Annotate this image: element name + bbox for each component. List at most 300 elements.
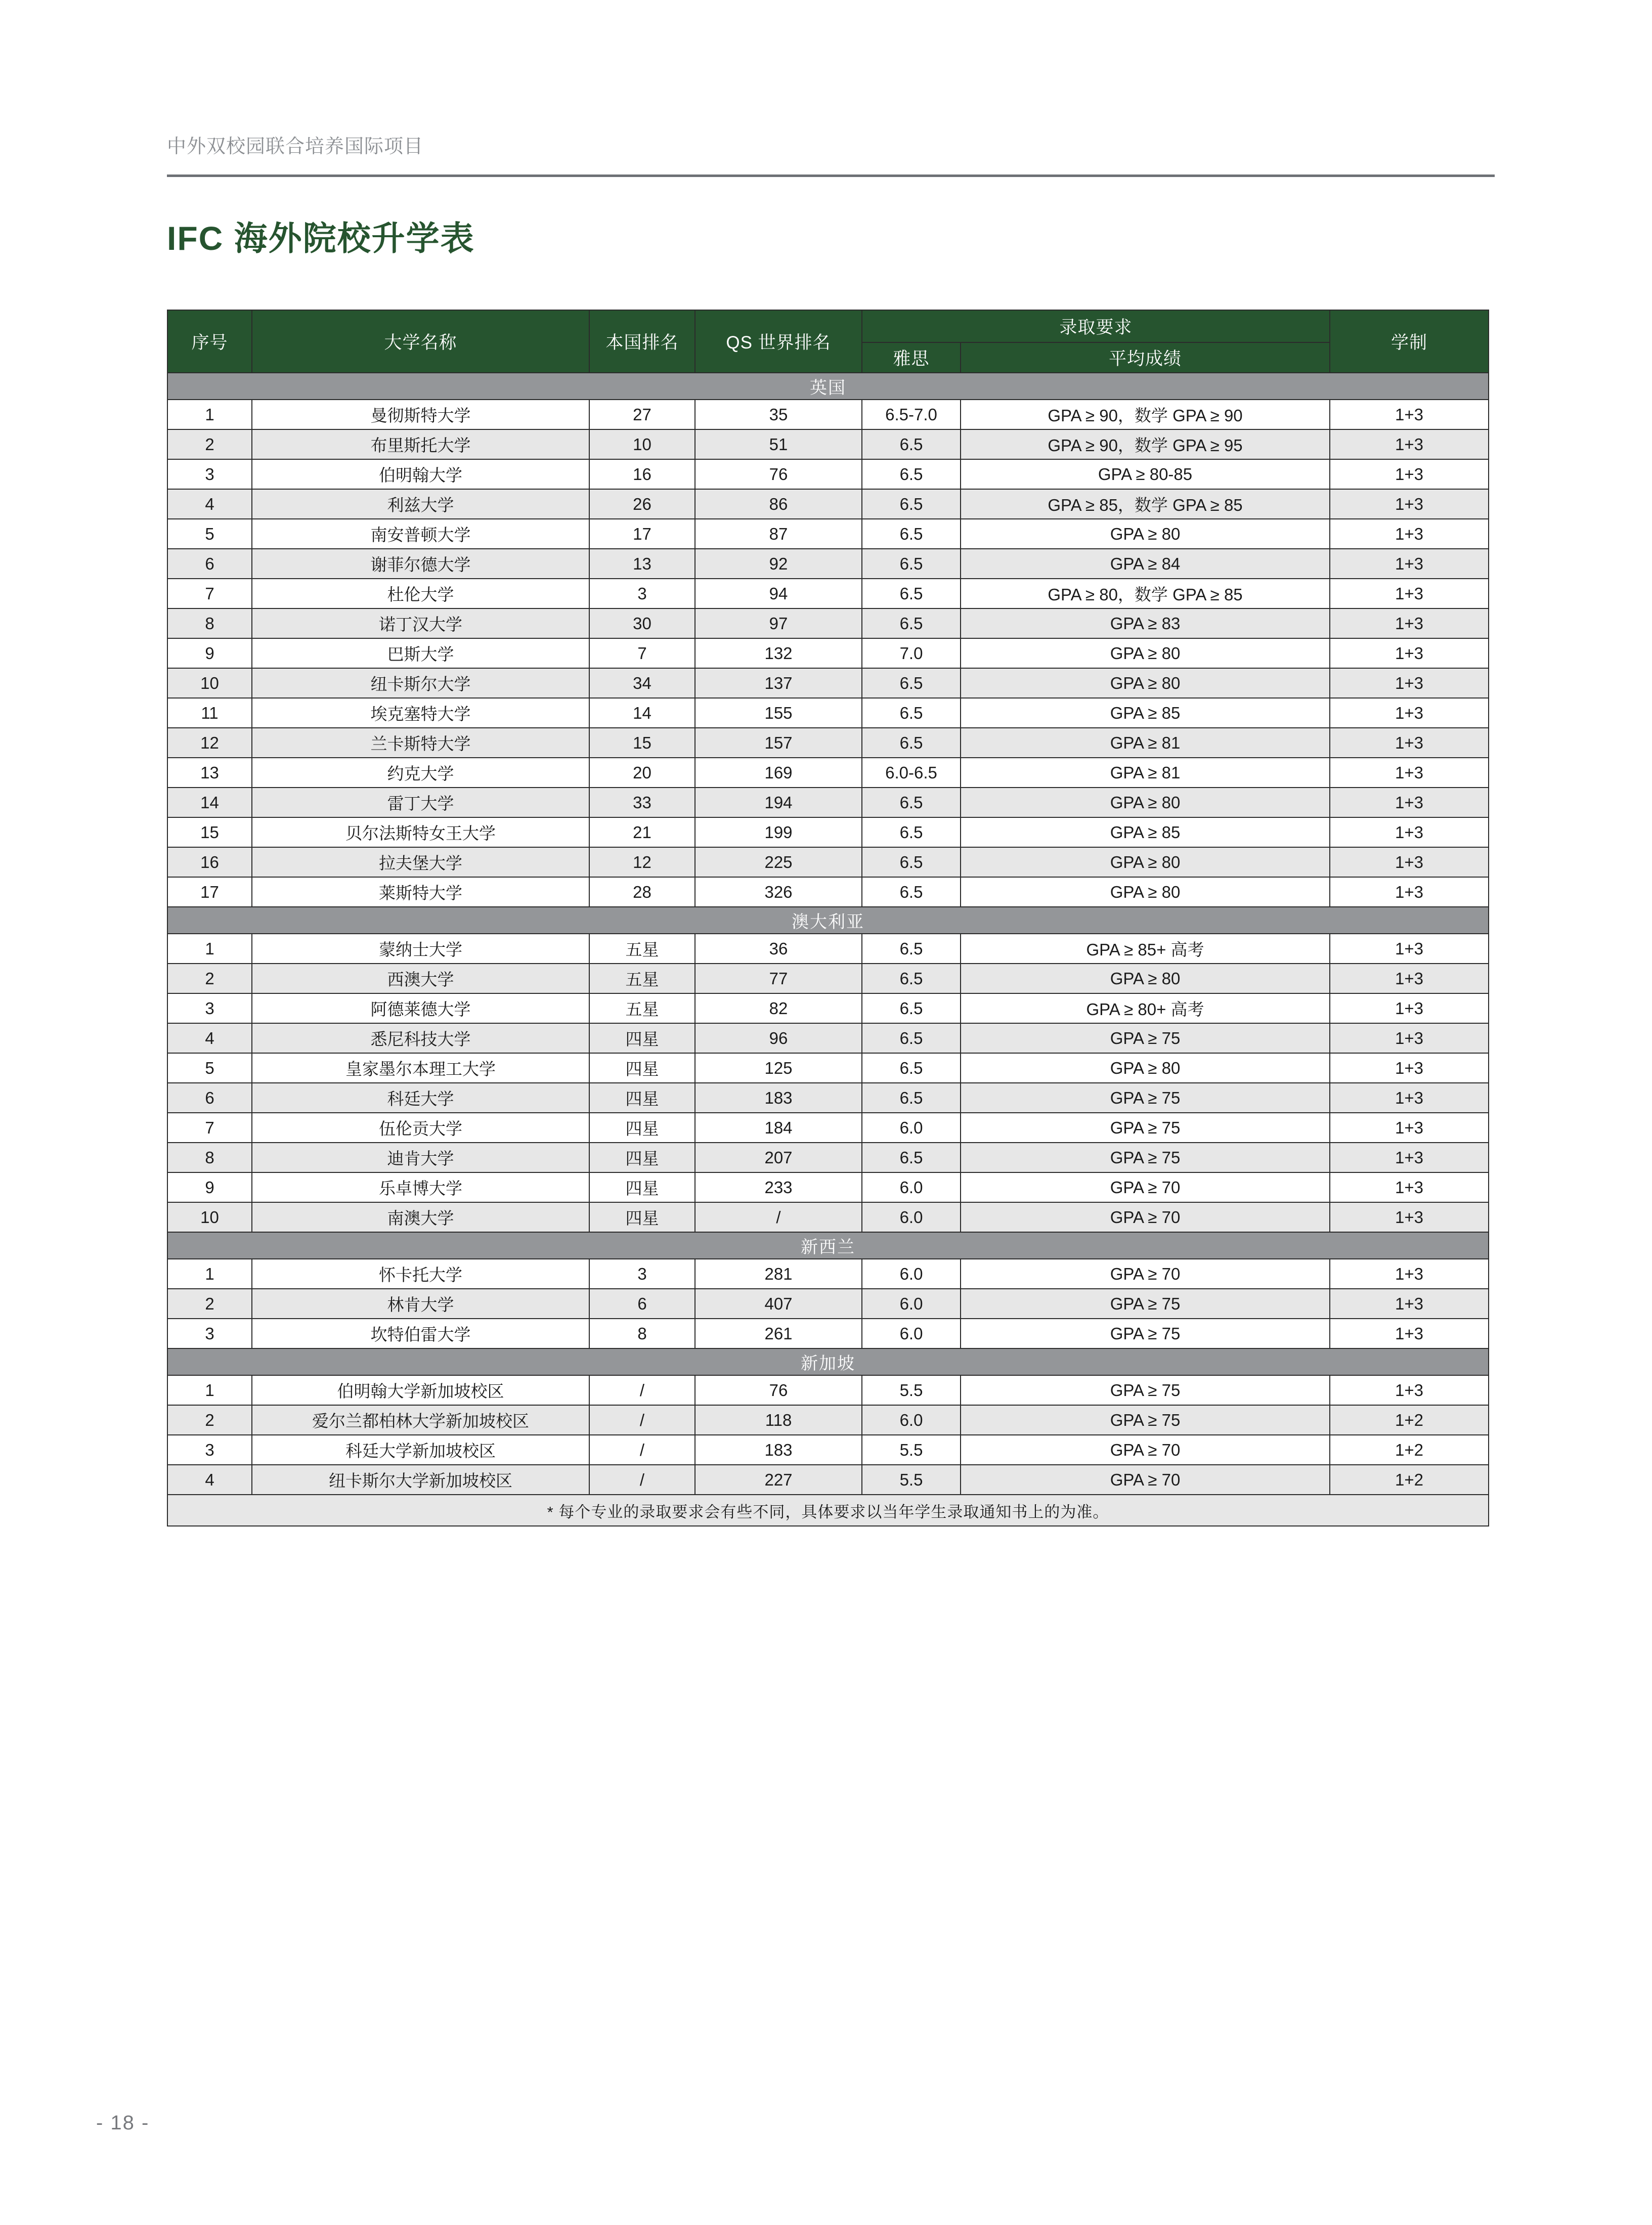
cell-domestic-rank: 五星: [589, 964, 695, 993]
col-header-admission-group: 录取要求: [862, 310, 1330, 342]
cell-university: 拉夫堡大学: [252, 847, 589, 877]
col-header-system: 学制: [1330, 310, 1489, 373]
table-row: [167, 1053, 1489, 1083]
cell-domestic-rank: 四星: [589, 1172, 695, 1202]
cell-ielts: 6.5: [862, 429, 961, 459]
col-header-university: 大学名称: [252, 310, 589, 373]
cell-ielts: 6.0: [862, 1113, 961, 1143]
cell-avg-score: GPA ≥ 75: [961, 1319, 1330, 1348]
cell-domestic-rank: 四星: [589, 1202, 695, 1232]
cell-qs-rank: 86: [695, 489, 862, 519]
cell-university: 布里斯托大学: [252, 429, 589, 459]
cell-avg-score: GPA ≥ 84: [961, 549, 1330, 579]
cell-system: 1+3: [1330, 758, 1489, 788]
cell-qs-rank: 281: [695, 1259, 862, 1289]
table-row: [167, 964, 1489, 993]
cell-domestic-rank: 14: [589, 698, 695, 728]
cell-domestic-rank: 四星: [589, 1143, 695, 1172]
table-header: [167, 310, 1489, 373]
cell-university: 曼彻斯特大学: [252, 400, 589, 429]
cell-qs-rank: 157: [695, 728, 862, 758]
table-row: [167, 1319, 1489, 1348]
cell-university: 巴斯大学: [252, 638, 589, 668]
cell-university: 谢菲尔德大学: [252, 549, 589, 579]
cell-ielts: 6.5: [862, 1143, 961, 1172]
cell-university: 诺丁汉大学: [252, 608, 589, 638]
table-row: [167, 993, 1489, 1023]
cell-system: 1+3: [1330, 668, 1489, 698]
cell-system: 1+3: [1330, 400, 1489, 429]
cell-system: 1+3: [1330, 877, 1489, 907]
cell-ielts: 6.5: [862, 877, 961, 907]
cell-no: 1: [167, 934, 252, 964]
cell-system: 1+2: [1330, 1465, 1489, 1495]
cell-ielts: 6.5: [862, 519, 961, 549]
cell-qs-rank: 96: [695, 1023, 862, 1053]
cell-avg-score: GPA ≥ 85，数学 GPA ≥ 85: [961, 489, 1330, 519]
cell-system: 1+3: [1330, 459, 1489, 489]
cell-system: 1+3: [1330, 1375, 1489, 1405]
table-row: [167, 1143, 1489, 1172]
cell-qs-rank: 97: [695, 608, 862, 638]
table-footnote: * 每个专业的录取要求会有些不同，具体要求以当年学生录取通知书上的为准。: [167, 1495, 1489, 1526]
cell-qs-rank: 82: [695, 993, 862, 1023]
cell-domestic-rank: 五星: [589, 934, 695, 964]
cell-domestic-rank: /: [589, 1405, 695, 1435]
cell-ielts: 6.5: [862, 817, 961, 847]
cell-no: 5: [167, 519, 252, 549]
cell-ielts: 6.5: [862, 964, 961, 993]
cell-avg-score: GPA ≥ 75: [961, 1289, 1330, 1319]
cell-ielts: 5.5: [862, 1465, 961, 1495]
cell-system: 1+3: [1330, 1053, 1489, 1083]
cell-system: 1+3: [1330, 847, 1489, 877]
page-number: - 18 -: [96, 2112, 150, 2134]
cell-avg-score: GPA ≥ 70: [961, 1259, 1330, 1289]
cell-no: 9: [167, 1172, 252, 1202]
section-label: 新加坡: [167, 1348, 1489, 1375]
cell-qs-rank: 94: [695, 579, 862, 608]
cell-system: 1+3: [1330, 1083, 1489, 1113]
table-row: [167, 489, 1489, 519]
table-row: [167, 1113, 1489, 1143]
cell-avg-score: GPA ≥ 80: [961, 788, 1330, 817]
col-header-domestic-rank: 本国排名: [589, 310, 695, 373]
table-row: [167, 1435, 1489, 1465]
cell-ielts: 6.5: [862, 668, 961, 698]
cell-qs-rank: 184: [695, 1113, 862, 1143]
table-row: [167, 788, 1489, 817]
cell-no: 4: [167, 1465, 252, 1495]
cell-qs-rank: 407: [695, 1289, 862, 1319]
cell-no: 7: [167, 1113, 252, 1143]
table-row: [167, 1259, 1489, 1289]
cell-avg-score: GPA ≥ 80，数学 GPA ≥ 85: [961, 579, 1330, 608]
cell-system: 1+3: [1330, 429, 1489, 459]
cell-qs-rank: 36: [695, 934, 862, 964]
table-row: [167, 1202, 1489, 1232]
cell-qs-rank: 207: [695, 1143, 862, 1172]
col-header-avg-score: 平均成绩: [961, 342, 1330, 373]
cell-avg-score: GPA ≥ 80: [961, 1053, 1330, 1083]
table-row: [167, 847, 1489, 877]
cell-no: 12: [167, 728, 252, 758]
cell-ielts: 6.0: [862, 1319, 961, 1348]
cell-avg-score: GPA ≥ 70: [961, 1465, 1330, 1495]
table-row: [167, 728, 1489, 758]
cell-domestic-rank: 四星: [589, 1023, 695, 1053]
cell-no: 15: [167, 817, 252, 847]
cell-no: 2: [167, 429, 252, 459]
cell-ielts: 6.5: [862, 608, 961, 638]
cell-ielts: 6.0: [862, 1289, 961, 1319]
cell-domestic-rank: 30: [589, 608, 695, 638]
cell-qs-rank: 132: [695, 638, 862, 668]
cell-university: 西澳大学: [252, 964, 589, 993]
table-footnote-row: [167, 1495, 1489, 1526]
cell-system: 1+3: [1330, 1202, 1489, 1232]
cell-university: 南安普顿大学: [252, 519, 589, 549]
cell-university: 伯明翰大学: [252, 459, 589, 489]
cell-no: 7: [167, 579, 252, 608]
cell-no: 10: [167, 668, 252, 698]
cell-qs-rank: 118: [695, 1405, 862, 1435]
table-row: [167, 698, 1489, 728]
cell-domestic-rank: 五星: [589, 993, 695, 1023]
cell-no: 16: [167, 847, 252, 877]
cell-university: 贝尔法斯特女王大学: [252, 817, 589, 847]
cell-system: 1+3: [1330, 993, 1489, 1023]
cell-avg-score: GPA ≥ 70: [961, 1435, 1330, 1465]
cell-avg-score: GPA ≥ 75: [961, 1083, 1330, 1113]
cell-ielts: 6.5: [862, 579, 961, 608]
cell-domestic-rank: /: [589, 1465, 695, 1495]
cell-qs-rank: 77: [695, 964, 862, 993]
ifc-table-container: [167, 310, 1488, 1526]
section-row-新加坡: [167, 1348, 1489, 1375]
cell-system: 1+3: [1330, 549, 1489, 579]
cell-domestic-rank: 15: [589, 728, 695, 758]
cell-no: 4: [167, 1023, 252, 1053]
table-row: [167, 668, 1489, 698]
cell-domestic-rank: 33: [589, 788, 695, 817]
cell-domestic-rank: 3: [589, 579, 695, 608]
table-row: [167, 459, 1489, 489]
cell-domestic-rank: 四星: [589, 1113, 695, 1143]
cell-no: 10: [167, 1202, 252, 1232]
cell-avg-score: GPA ≥ 83: [961, 608, 1330, 638]
cell-avg-score: GPA ≥ 75: [961, 1113, 1330, 1143]
cell-ielts: 6.5: [862, 459, 961, 489]
cell-avg-score: GPA ≥ 80: [961, 638, 1330, 668]
cell-ielts: 6.5: [862, 549, 961, 579]
cell-university: 利兹大学: [252, 489, 589, 519]
cell-domestic-rank: 3: [589, 1259, 695, 1289]
cell-no: 8: [167, 608, 252, 638]
cell-university: 雷丁大学: [252, 788, 589, 817]
cell-avg-score: GPA ≥ 80-85: [961, 459, 1330, 489]
cell-university: 约克大学: [252, 758, 589, 788]
cell-system: 1+3: [1330, 1289, 1489, 1319]
cell-university: 莱斯特大学: [252, 877, 589, 907]
cell-no: 11: [167, 698, 252, 728]
table-row: [167, 1083, 1489, 1113]
cell-no: 13: [167, 758, 252, 788]
cell-ielts: 6.0: [862, 1172, 961, 1202]
cell-system: 1+3: [1330, 1172, 1489, 1202]
cell-domestic-rank: 21: [589, 817, 695, 847]
cell-system: 1+3: [1330, 817, 1489, 847]
section-row-新西兰: [167, 1232, 1489, 1259]
cell-no: 4: [167, 489, 252, 519]
cell-ielts: 6.5: [862, 934, 961, 964]
cell-ielts: 6.5: [862, 1053, 961, 1083]
cell-ielts: 6.0: [862, 1259, 961, 1289]
cell-ielts: 6.5: [862, 489, 961, 519]
table-row: [167, 1375, 1489, 1405]
cell-domestic-rank: 20: [589, 758, 695, 788]
cell-domestic-rank: 28: [589, 877, 695, 907]
cell-ielts: 6.5: [862, 788, 961, 817]
col-header-ielts: 雅思: [862, 342, 961, 373]
cell-domestic-rank: 17: [589, 519, 695, 549]
cell-system: 1+3: [1330, 788, 1489, 817]
table-row: [167, 1172, 1489, 1202]
cell-no: 6: [167, 1083, 252, 1113]
cell-ielts: 5.5: [862, 1435, 961, 1465]
cell-system: 1+3: [1330, 579, 1489, 608]
section-label: 澳大利亚: [167, 907, 1489, 934]
cell-no: 5: [167, 1053, 252, 1083]
table-header-row-1: [167, 310, 1489, 342]
cell-domestic-rank: 27: [589, 400, 695, 429]
table-row: [167, 1023, 1489, 1053]
cell-qs-rank: /: [695, 1202, 862, 1232]
cell-system: 1+2: [1330, 1435, 1489, 1465]
table-row: [167, 400, 1489, 429]
cell-qs-rank: 183: [695, 1083, 862, 1113]
cell-qs-rank: 137: [695, 668, 862, 698]
cell-system: 1+3: [1330, 638, 1489, 668]
cell-ielts: 6.0: [862, 1405, 961, 1435]
cell-no: 6: [167, 549, 252, 579]
cell-domestic-rank: 10: [589, 429, 695, 459]
cell-avg-score: GPA ≥ 80: [961, 964, 1330, 993]
cell-ielts: 6.5-7.0: [862, 400, 961, 429]
cell-qs-rank: 326: [695, 877, 862, 907]
cell-university: 埃克塞特大学: [252, 698, 589, 728]
cell-system: 1+3: [1330, 698, 1489, 728]
cell-avg-score: GPA ≥ 80+ 高考: [961, 993, 1330, 1023]
cell-avg-score: GPA ≥ 75: [961, 1375, 1330, 1405]
cell-domestic-rank: /: [589, 1435, 695, 1465]
cell-qs-rank: 35: [695, 400, 862, 429]
cell-domestic-rank: 26: [589, 489, 695, 519]
cell-ielts: 7.0: [862, 638, 961, 668]
cell-qs-rank: 233: [695, 1172, 862, 1202]
cell-avg-score: GPA ≥ 90，数学 GPA ≥ 90: [961, 400, 1330, 429]
cell-university: 阿德莱德大学: [252, 993, 589, 1023]
cell-university: 纽卡斯尔大学新加坡校区: [252, 1465, 589, 1495]
cell-avg-score: GPA ≥ 75: [961, 1023, 1330, 1053]
cell-system: 1+3: [1330, 934, 1489, 964]
cell-qs-rank: 225: [695, 847, 862, 877]
cell-no: 1: [167, 1259, 252, 1289]
table-row: [167, 758, 1489, 788]
cell-avg-score: GPA ≥ 80: [961, 668, 1330, 698]
table-row: [167, 817, 1489, 847]
cell-no: 3: [167, 459, 252, 489]
section-label: 新西兰: [167, 1232, 1489, 1259]
cell-ielts: 6.5: [862, 698, 961, 728]
cell-no: 2: [167, 1289, 252, 1319]
cell-university: 怀卡托大学: [252, 1259, 589, 1289]
cell-avg-score: GPA ≥ 81: [961, 728, 1330, 758]
cell-university: 科廷大学: [252, 1083, 589, 1113]
cell-no: 8: [167, 1143, 252, 1172]
cell-qs-rank: 155: [695, 698, 862, 728]
cell-university: 皇家墨尔本理工大学: [252, 1053, 589, 1083]
cell-no: 14: [167, 788, 252, 817]
cell-qs-rank: 227: [695, 1465, 862, 1495]
cell-qs-rank: 194: [695, 788, 862, 817]
cell-qs-rank: 87: [695, 519, 862, 549]
cell-qs-rank: 125: [695, 1053, 862, 1083]
cell-domestic-rank: 6: [589, 1289, 695, 1319]
cell-university: 林肯大学: [252, 1289, 589, 1319]
cell-university: 爱尔兰都柏林大学新加坡校区: [252, 1405, 589, 1435]
cell-ielts: 6.0-6.5: [862, 758, 961, 788]
cell-avg-score: GPA ≥ 75: [961, 1143, 1330, 1172]
cell-university: 伍伦贡大学: [252, 1113, 589, 1143]
header-divider-rule: [167, 174, 1495, 177]
table-row: [167, 429, 1489, 459]
cell-avg-score: GPA ≥ 85: [961, 698, 1330, 728]
cell-ielts: 6.5: [862, 993, 961, 1023]
section-row-英国: [167, 373, 1489, 400]
table-row: [167, 519, 1489, 549]
cell-qs-rank: 183: [695, 1435, 862, 1465]
cell-university: 科廷大学新加坡校区: [252, 1435, 589, 1465]
cell-system: 1+3: [1330, 608, 1489, 638]
cell-qs-rank: 261: [695, 1319, 862, 1348]
table-row: [167, 608, 1489, 638]
cell-university: 坎特伯雷大学: [252, 1319, 589, 1348]
table-row: [167, 934, 1489, 964]
cell-university: 乐卓博大学: [252, 1172, 589, 1202]
cell-system: 1+3: [1330, 964, 1489, 993]
table-row: [167, 1405, 1489, 1435]
cell-university: 杜伦大学: [252, 579, 589, 608]
cell-domestic-rank: 8: [589, 1319, 695, 1348]
table-row: [167, 638, 1489, 668]
cell-university: 伯明翰大学新加坡校区: [252, 1375, 589, 1405]
cell-university: 蒙纳士大学: [252, 934, 589, 964]
table-body: [167, 373, 1489, 1526]
table-row: [167, 1465, 1489, 1495]
cell-ielts: 6.5: [862, 847, 961, 877]
cell-ielts: 6.5: [862, 728, 961, 758]
cell-avg-score: GPA ≥ 70: [961, 1172, 1330, 1202]
cell-avg-score: GPA ≥ 85+ 高考: [961, 934, 1330, 964]
cell-system: 1+2: [1330, 1405, 1489, 1435]
cell-system: 1+3: [1330, 519, 1489, 549]
cell-domestic-rank: 12: [589, 847, 695, 877]
cell-domestic-rank: 13: [589, 549, 695, 579]
cell-domestic-rank: /: [589, 1375, 695, 1405]
cell-system: 1+3: [1330, 489, 1489, 519]
cell-avg-score: GPA ≥ 70: [961, 1202, 1330, 1232]
cell-avg-score: GPA ≥ 80: [961, 847, 1330, 877]
running-header-title: 中外双校园联合培养国际项目: [167, 136, 424, 157]
cell-domestic-rank: 7: [589, 638, 695, 668]
page-title: IFC 海外院校升学表: [167, 220, 475, 257]
cell-no: 9: [167, 638, 252, 668]
cell-system: 1+3: [1330, 728, 1489, 758]
cell-domestic-rank: 四星: [589, 1083, 695, 1113]
cell-ielts: 6.5: [862, 1023, 961, 1053]
cell-domestic-rank: 34: [589, 668, 695, 698]
table-row: [167, 579, 1489, 608]
section-label: 英国: [167, 373, 1489, 400]
running-header: [167, 136, 1495, 159]
cell-avg-score: GPA ≥ 80: [961, 877, 1330, 907]
cell-qs-rank: 76: [695, 1375, 862, 1405]
cell-avg-score: GPA ≥ 80: [961, 519, 1330, 549]
cell-no: 2: [167, 1405, 252, 1435]
cell-system: 1+3: [1330, 1143, 1489, 1172]
cell-university: 迪肯大学: [252, 1143, 589, 1172]
cell-qs-rank: 169: [695, 758, 862, 788]
col-header-qs-rank: QS 世界排名: [695, 310, 862, 373]
table-row: [167, 549, 1489, 579]
cell-no: 2: [167, 964, 252, 993]
cell-avg-score: GPA ≥ 75: [961, 1405, 1330, 1435]
table-row: [167, 1289, 1489, 1319]
cell-qs-rank: 51: [695, 429, 862, 459]
ifc-university-table: [167, 310, 1489, 1526]
cell-system: 1+3: [1330, 1113, 1489, 1143]
cell-qs-rank: 92: [695, 549, 862, 579]
cell-no: 3: [167, 1435, 252, 1465]
table-row: [167, 877, 1489, 907]
cell-no: 3: [167, 993, 252, 1023]
cell-no: 3: [167, 1319, 252, 1348]
cell-university: 悉尼科技大学: [252, 1023, 589, 1053]
section-row-澳大利亚: [167, 907, 1489, 934]
cell-ielts: 5.5: [862, 1375, 961, 1405]
cell-university: 南澳大学: [252, 1202, 589, 1232]
cell-no: 1: [167, 1375, 252, 1405]
cell-no: 17: [167, 877, 252, 907]
cell-system: 1+3: [1330, 1319, 1489, 1348]
cell-avg-score: GPA ≥ 81: [961, 758, 1330, 788]
cell-avg-score: GPA ≥ 85: [961, 817, 1330, 847]
cell-system: 1+3: [1330, 1023, 1489, 1053]
cell-university: 兰卡斯特大学: [252, 728, 589, 758]
cell-domestic-rank: 四星: [589, 1053, 695, 1083]
cell-system: 1+3: [1330, 1259, 1489, 1289]
cell-avg-score: GPA ≥ 90，数学 GPA ≥ 95: [961, 429, 1330, 459]
cell-qs-rank: 199: [695, 817, 862, 847]
col-header-no: 序号: [167, 310, 252, 373]
cell-university: 纽卡斯尔大学: [252, 668, 589, 698]
cell-qs-rank: 76: [695, 459, 862, 489]
cell-ielts: 6.0: [862, 1202, 961, 1232]
cell-ielts: 6.5: [862, 1083, 961, 1113]
cell-no: 1: [167, 400, 252, 429]
cell-domestic-rank: 16: [589, 459, 695, 489]
